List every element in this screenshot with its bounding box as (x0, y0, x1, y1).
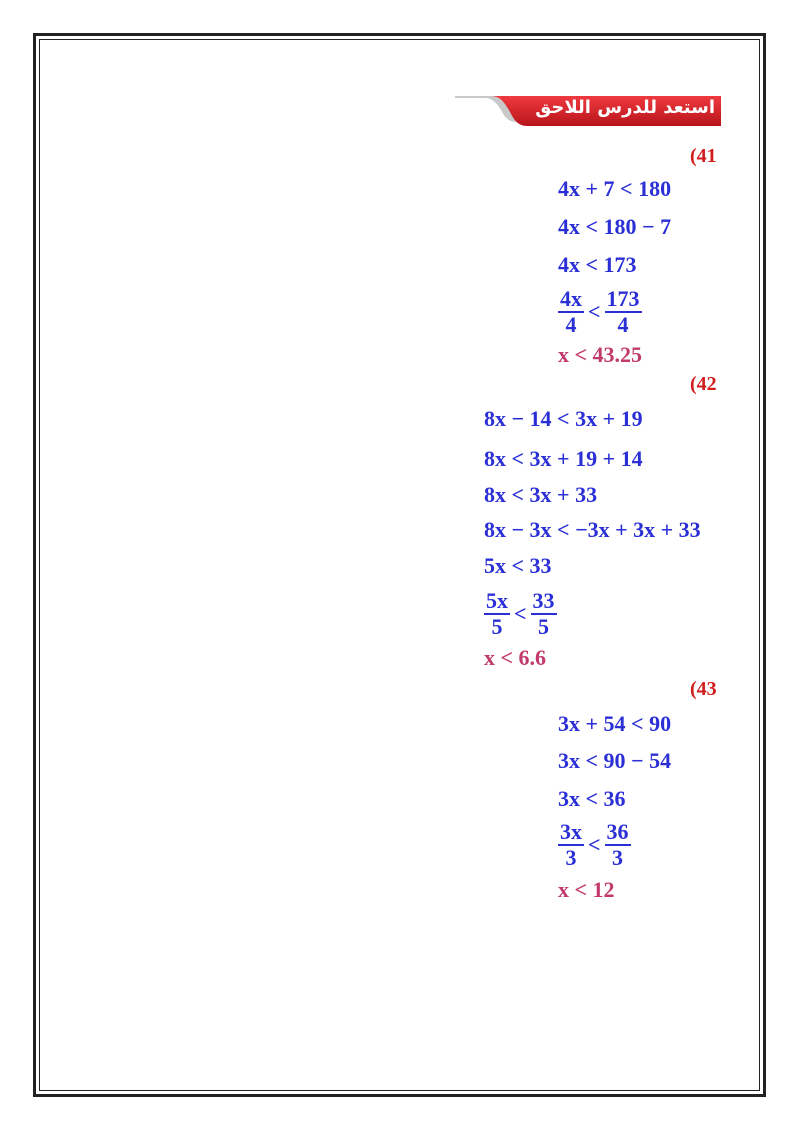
equation-line: 3x + 54 < 90 (558, 711, 672, 736)
equation-line: 5x < 33 (484, 553, 552, 578)
denominator: 3 (612, 845, 624, 870)
problem-number-43: (43 (690, 678, 717, 700)
answer-line: x < 6.6 (484, 645, 547, 670)
equation-line: 4x + 7 < 180 (558, 176, 672, 201)
fraction-equation (558, 821, 631, 869)
numerator: 4x (560, 286, 582, 311)
answer-line: x < 12 (558, 877, 615, 902)
fraction (531, 590, 557, 638)
equation-line: 4x < 173 (558, 252, 637, 277)
denominator: 3 (565, 845, 577, 870)
section-banner (455, 96, 721, 130)
banner-title: استعد للدرس اللاحق (535, 97, 715, 118)
problem-number-42: (42 (690, 373, 717, 395)
fraction (558, 821, 584, 869)
fraction (484, 590, 510, 638)
denominator: 4 (565, 312, 577, 337)
fraction (605, 821, 631, 869)
numerator: 5x (486, 588, 508, 613)
inequality-sign: < (588, 832, 601, 857)
fraction (558, 288, 584, 336)
equation-line: 8x < 3x + 19 + 14 (484, 446, 643, 471)
denominator: 5 (491, 614, 503, 639)
numerator: 33 (532, 588, 555, 613)
fraction (605, 288, 642, 336)
numerator: 173 (606, 286, 640, 311)
numerator: 3x (560, 819, 582, 844)
equation-line: 3x < 90 − 54 (558, 748, 672, 773)
equation-line: 4x < 180 − 7 (558, 214, 672, 239)
answer-line: x < 43.25 (558, 342, 643, 367)
numerator: 36 (606, 819, 629, 844)
inequality-sign: < (588, 299, 601, 324)
fraction-equation (558, 288, 642, 336)
equation-line: 8x − 3x < −3x + 3x + 33 (484, 517, 701, 542)
equation-line: 8x < 3x + 33 (484, 482, 598, 507)
problem-number-41: (41 (690, 145, 717, 167)
denominator: 4 (617, 312, 629, 337)
equation-line: 8x − 14 < 3x + 19 (484, 406, 643, 431)
denominator: 5 (538, 614, 550, 639)
inequality-sign: < (514, 601, 527, 626)
fraction-equation (484, 590, 557, 638)
equation-line: 3x < 36 (558, 786, 626, 811)
